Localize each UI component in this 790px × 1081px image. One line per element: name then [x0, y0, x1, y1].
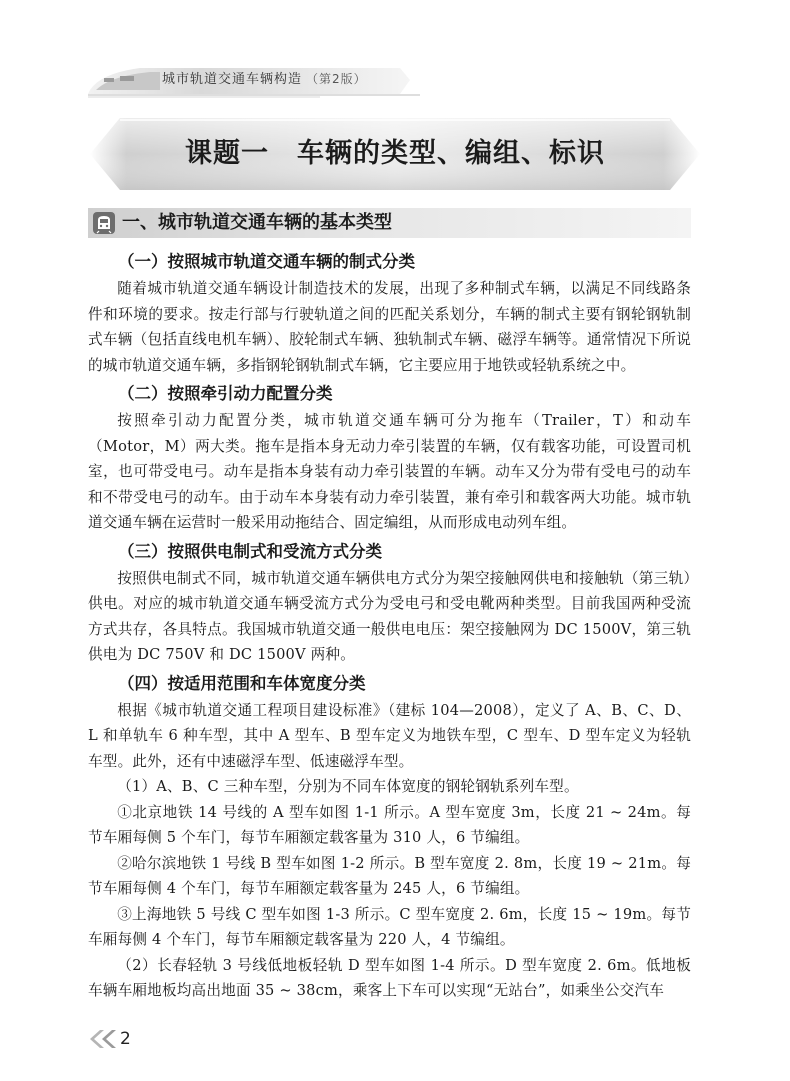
book-edition: （第2版）	[306, 72, 367, 86]
paragraph-7: ②哈尔滨地铁 1 号线 B 型车如图 1-2 所示。B 型车宽度 2. 8m，长度 19 ~ 21m。每节车厢每侧 4 个车门，每节车厢额定载客量为 245 人，6 节编组。	[88, 854, 691, 897]
paragraph-2: 按照牵引动力配置分类，城市轨道交通车辆可分为拖车（Trailer，T）和动车（Motor，M）两大类。拖车是指本身无动力牵引装置的车辆，仅有载客功能，可设置司机室，也可带受电弓。动车是指本身装有动力牵引装置的车辆。动车又分为带有受电弓的动车和不带受电弓的动车。由于动车本身装有动力牵引装置，兼有牵引和载客两大功能。城市轨道交通车辆在运营时一般采用动拖结合、固定编组，从而形成电动列车组。	[88, 412, 691, 531]
paragraph-5: （1）A、B、C 三种车型，分别为不同车体宽度的钢轮钢轨系列车型。	[117, 778, 579, 795]
section-title: 一、城市轨道交通车辆的基本类型	[122, 212, 392, 233]
page-number: 2	[120, 1029, 131, 1049]
running-header	[0, 60, 790, 100]
paragraph-9: （2）长春轻轨 3 号线低地板轻轨 D 型车如图 1-4 所示。D 型车宽度 2. 6m。低地板车辆车厢地板均高出地面 35 ~ 38cm，乘客上下车可以实现“无站台”，如乘坐公交汽车	[88, 956, 691, 999]
paragraph-6: ①北京地铁 14 号线的 A 型车如图 1-1 所示。A 型车宽度 3m，长度 21 ~ 24m。每节车厢每侧 5 个车门，每节车厢额定载客量为 310 人，6 节编组。	[88, 803, 691, 846]
subheading-1: （一）按照城市轨道交通车辆的制式分类	[118, 252, 415, 271]
subheading-3: （三）按照供电制式和受流方式分类	[118, 541, 382, 561]
paragraph-3: 按照供电制式不同，城市轨道交通车辆供电方式分为架空接触网供电和接触轨（第三轨）供电。对应的城市轨道交通车辆受流方式分为受电弓和受电靴两种类型。目前我国两种受流方式共存，各具特点。我国城市轨道交通一般供电电压：架空接触网为 DC 1500V，第三轨供电为 DC 750V 和 DC 1500V 两种。	[88, 569, 691, 663]
double-chevron-left-icon	[86, 1028, 118, 1050]
paragraph-1: 随着城市轨道交通车辆设计制造技术的发展，出现了多种制式车辆，以满足不同线路条件和环境的要求。按走行部与行驶轨道之间的匹配关系划分，车辆的制式主要有钢轮钢轨制式车辆（包括直线电机车辆）、胶轮制式车辆、独轨制式车辆、磁浮车辆等。通常情况下所说的城市轨道交通车辆，多指钢轮钢轨制式车辆，它主要应用于地铁或轻轨系统之中。	[88, 280, 691, 374]
subheading-4: （四）按适用范围和车体宽度分类	[118, 673, 366, 693]
header-train-decoration-icon	[0, 60, 790, 100]
body-content	[88, 248, 691, 1004]
paragraph-4: 根据《城市轨道交通工程项目建设标准》（建标 104—2008），定义了 A、B、C、D、L 和单轨车 6 种车型，其中 A 型车、B 型车定义为地铁车型，C 型车、D 型车定义为轻轨车型。此外，还有中速磁浮车型、低速磁浮车型。	[88, 701, 691, 770]
book-title	[162, 68, 367, 87]
section-heading-bar	[88, 208, 691, 238]
chapter-banner	[90, 118, 700, 190]
page-footer	[86, 1024, 206, 1054]
metro-train-icon	[92, 211, 116, 235]
book-title-text: 城市轨道交通车辆构造	[162, 72, 303, 87]
chapter-title: 课题一 车辆的类型、编组、标识	[185, 138, 605, 169]
paragraph-8: ③上海地铁 5 号线 C 型车如图 1-3 所示。C 型车宽度 2. 6m，长度 15 ~ 19m。每节车厢每侧 4 个车门，每节车厢额定载客量为 220 人，4 节编组。	[88, 905, 691, 948]
subheading-2: （二）按照牵引动力配置分类	[118, 384, 333, 403]
